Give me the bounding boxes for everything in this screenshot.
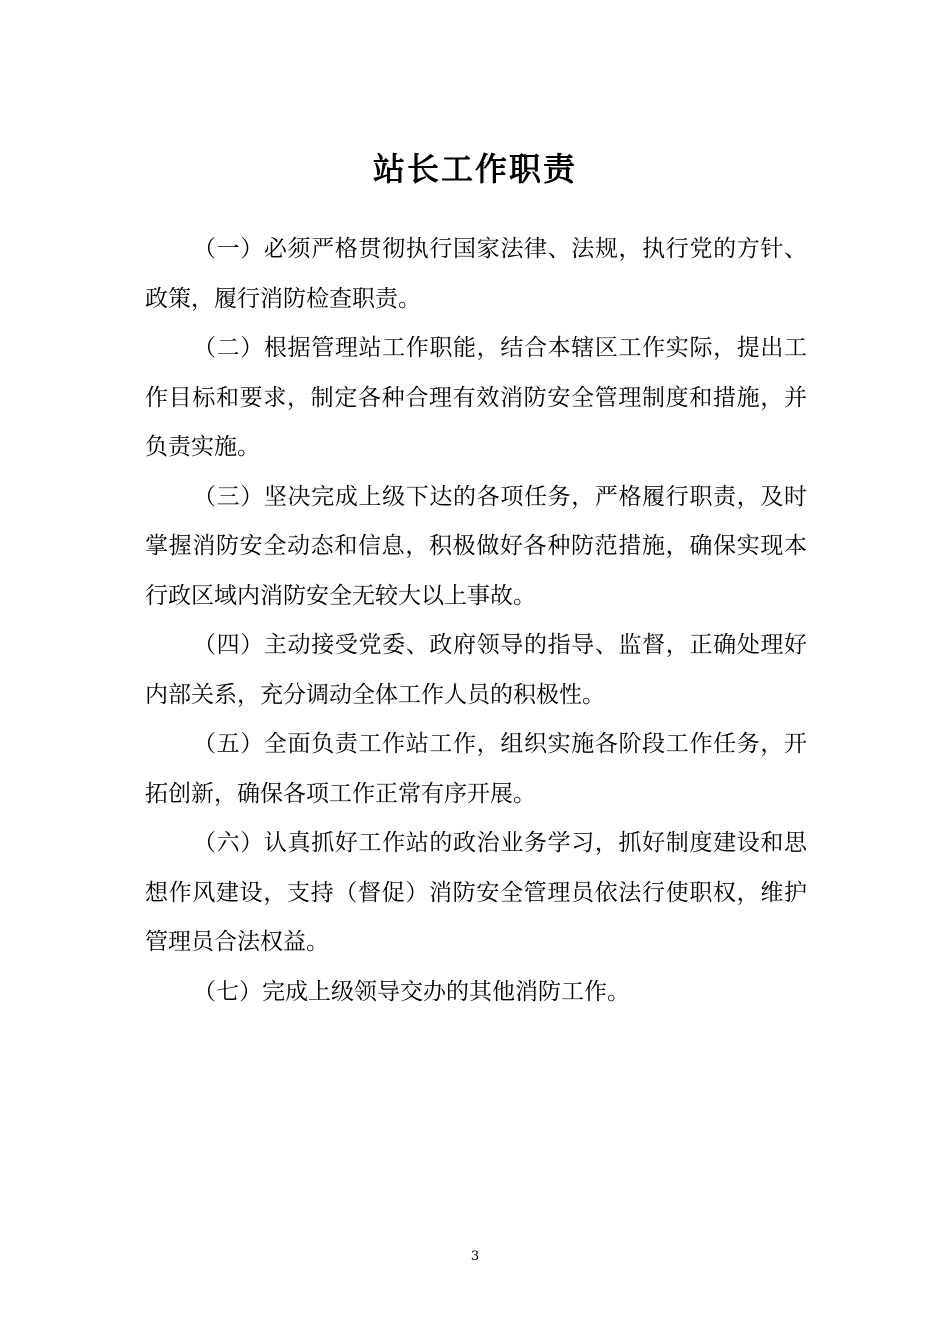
duty-paragraph-4: （四）主动接受党委、政府领导的指导、监督，正确处理好内部关系，充分调动全体工作人员的积极性。 (145, 632, 807, 708)
document-body (145, 225, 807, 1017)
duty-paragraph-1: （一）必须严格贯彻执行国家法律、法规，执行党的方针、政策，履行消防检查职责。 (145, 236, 807, 312)
document-title: 站长工作职责 (372, 150, 577, 189)
duty-paragraph-5: （五）全面负责工作站工作，组织实施各阶段工作任务，开拓创新，确保各项工作正常有序开展。 (145, 731, 807, 807)
duty-paragraph-2: （二）根据管理站工作职能，结合本辖区工作实际，提出工作目标和要求，制定各种合理有效消防安全管理制度和措施，并负责实施。 (145, 335, 807, 460)
duty-paragraph-3: （三）坚决完成上级下达的各项任务，严格履行职责，及时掌握消防安全动态和信息，积极做好各种防范措施，确保实现本行政区域内消防安全无较大以上事故。 (145, 483, 807, 609)
duty-paragraph-6: （六）认真抓好工作站的政治业务学习，抓好制度建设和思想作风建设，支持（督促）消防安全管理员依法行使职权，维护管理员合法权益。 (145, 830, 807, 955)
page-number: 3 (470, 1249, 480, 1264)
duty-paragraph-7: （七）完成上级领导交办的其他消防工作。 (193, 978, 630, 1005)
